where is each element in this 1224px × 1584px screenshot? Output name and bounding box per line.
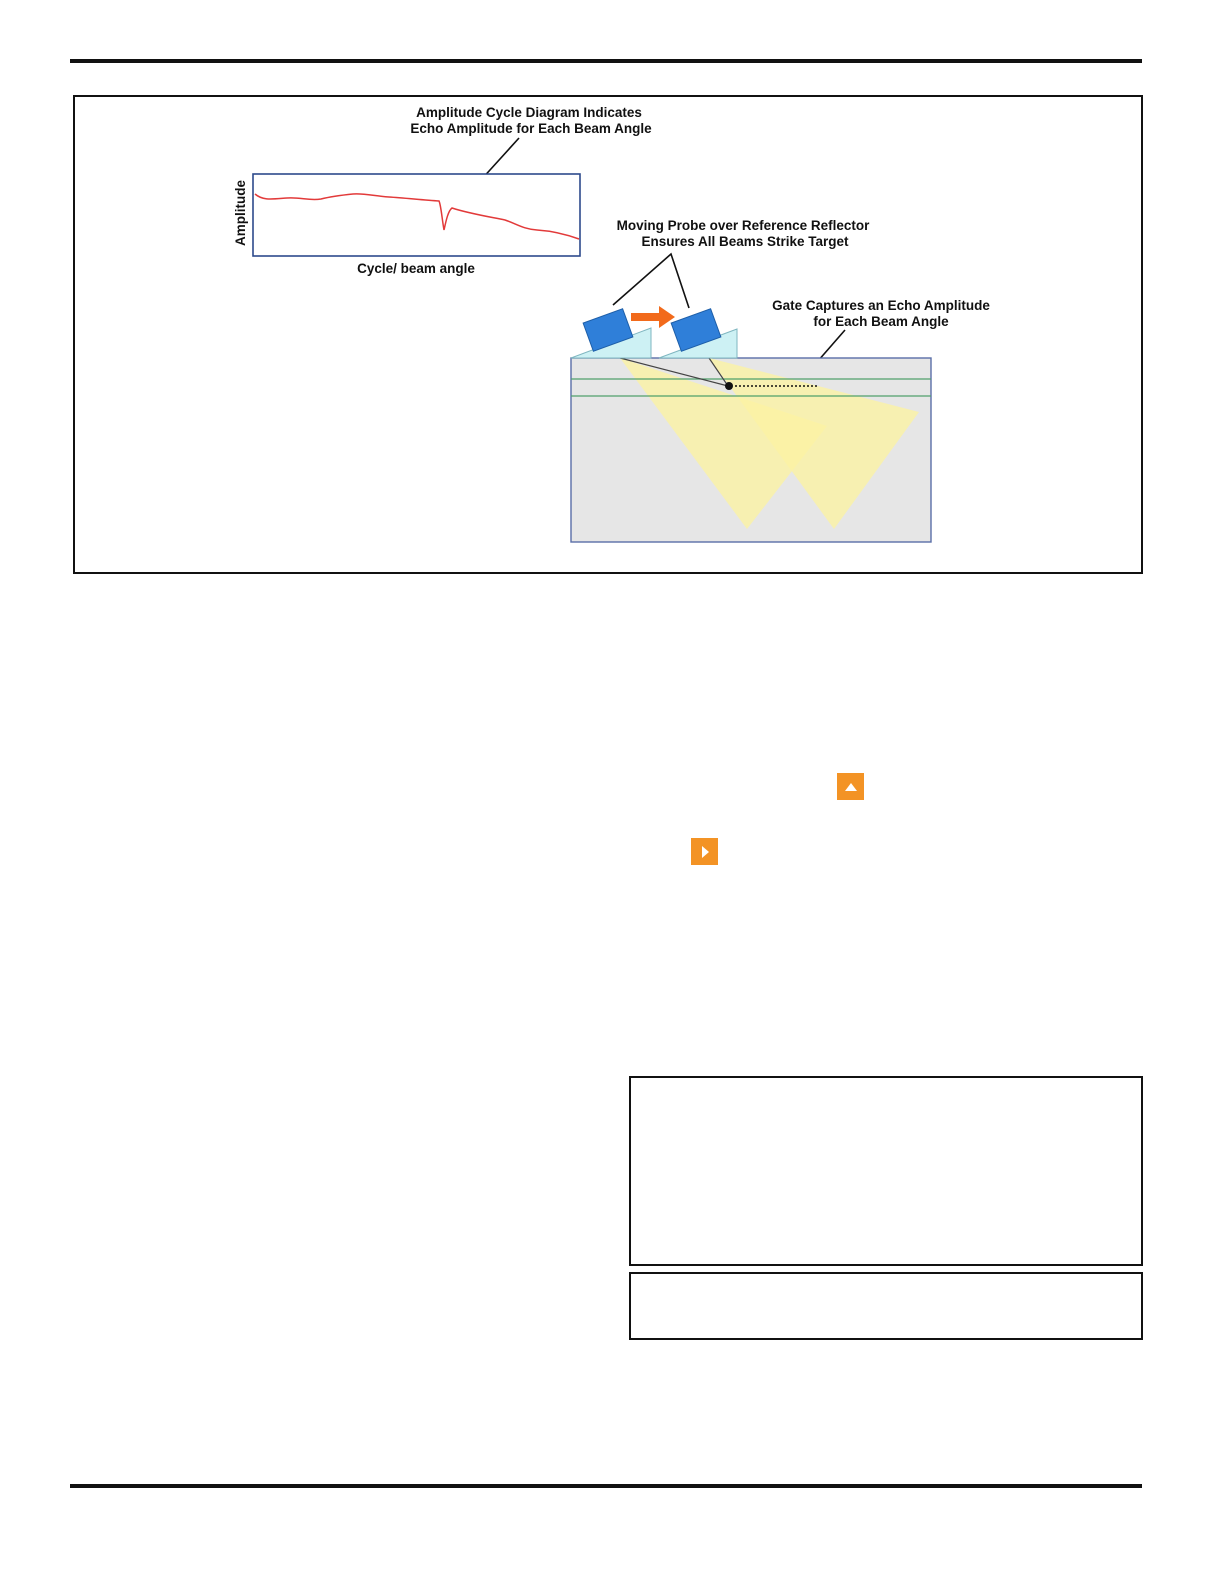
callout-probe-pointer — [613, 254, 689, 308]
callout-probe-line1: Moving Probe over Reference Reflector — [616, 218, 870, 233]
callout-probe-line2: Ensures All Beams Strike Target — [641, 234, 849, 249]
callout-top-line1: Amplitude Cycle Diagram Indicates — [416, 105, 642, 120]
phased-array-calibration-figure — [73, 95, 1143, 574]
callout-gate-line1: Gate Captures an Echo Amplitude — [772, 298, 990, 313]
footer-rule — [70, 1484, 1142, 1488]
reference-reflector — [725, 382, 733, 390]
amplitude-axis-label: Amplitude — [233, 180, 248, 246]
note-box-upper — [629, 1076, 1143, 1266]
header-rule — [70, 59, 1142, 63]
figure-illustration — [75, 97, 1145, 576]
triangle-up-icon — [844, 782, 858, 792]
callout-top-line2: Echo Amplitude for Each Beam Angle — [410, 121, 652, 136]
scroll-up-button[interactable] — [837, 773, 864, 800]
triangle-right-icon — [700, 845, 710, 859]
probe-motion-arrow — [631, 306, 675, 328]
note-box-lower — [629, 1272, 1143, 1340]
next-page-button[interactable] — [691, 838, 718, 865]
amplitude-chart-frame — [253, 174, 580, 256]
callout-gate-line2: for Each Beam Angle — [813, 314, 949, 329]
cycle-axis-label: Cycle/ beam angle — [357, 261, 475, 276]
